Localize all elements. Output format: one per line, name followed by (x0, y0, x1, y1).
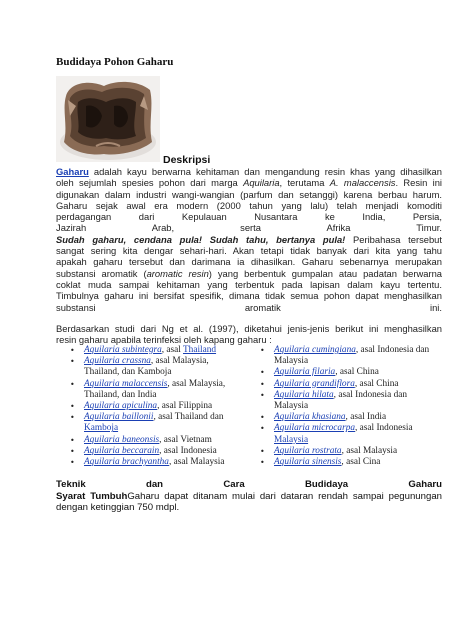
study-paragraph (56, 323, 442, 346)
species-link[interactable]: Aquilaria baillonii (84, 412, 154, 423)
syarat-tumbuh-heading: Syarat Tumbuh (56, 490, 128, 502)
p1-line-8: sangat sering kita dengar sehari-hari. Akan tetapi tidak banyak dari kita yang tahu (56, 245, 442, 257)
species-link[interactable]: Aquilaria beccarain (84, 445, 160, 456)
species-separator: , asal (159, 434, 181, 445)
teknik-heading: Teknik dan Cara Budidaya Gaharu (56, 479, 442, 490)
species-separator: , asal (168, 457, 191, 468)
species-item (260, 457, 435, 468)
p1-line-2: oleh sejumlah spesies pohon dari marga Aquilaria, terutama A. malaccensis. Resin ini (56, 177, 443, 189)
species-link[interactable]: Aquilaria malaccensis (84, 378, 168, 389)
species-origin: Filippina (178, 401, 213, 412)
species-separator: , asal (341, 457, 363, 468)
species-separator: , asal (345, 412, 367, 423)
p1-line-5: perdagangan dari Kepulauan Nusantara ke India, Persia, (56, 211, 442, 223)
species-separator: , asal (335, 367, 357, 378)
species-link[interactable]: Aquilaria microcarpa (274, 423, 355, 434)
species-origin: China (376, 378, 399, 389)
species-origin: Cina (362, 457, 381, 468)
species-item (260, 345, 435, 367)
species-item (70, 435, 245, 446)
species-item (70, 356, 245, 378)
species-item (70, 457, 245, 468)
species-origin: China (356, 367, 379, 378)
gaharu-photo (56, 76, 160, 162)
species-separator: , asal (153, 412, 175, 423)
deskripsi-heading: Deskripsi (163, 154, 211, 166)
species-separator: , asal (354, 378, 377, 389)
p1-line-13: substansi aromatik ini. (56, 301, 442, 313)
description-paragraph (56, 166, 442, 313)
species-separator: , asal (341, 445, 364, 456)
p1-line-6: Jazirah Arab, serta Afrika Timur. (56, 222, 442, 234)
teknik-section (56, 479, 442, 514)
species-list-right (260, 345, 435, 468)
species-separator: , asal (355, 345, 378, 355)
gaharu-link[interactable]: Gaharu (56, 166, 89, 177)
species-link[interactable]: Aquilaria khasiana (274, 412, 346, 423)
species-separator: , asal (157, 401, 179, 412)
species-separator: , asal (150, 356, 173, 367)
p2-line-2: resin gaharu apabila terinfeksi oleh kapang gaharu : (56, 334, 272, 346)
species-item (70, 446, 245, 457)
species-origin: Indonesia dan Malaysia (274, 345, 430, 367)
species-list-left (70, 345, 245, 468)
p2-line-1: Berdasarkan studi dari Ng et al. (1997), diketahui jenis-jenis berikut ini menghasilkan (56, 323, 442, 334)
species-item (70, 401, 245, 412)
origin-link[interactable]: Thailand (183, 345, 217, 355)
origin-link[interactable]: Kamboja (84, 423, 119, 434)
species-item (260, 412, 435, 423)
species-item (70, 379, 245, 401)
species-item (260, 379, 435, 390)
p1-line-10: substansi aromatik (aromatic resin) yang berbentuk gumpalan atau padatan berwarna (56, 267, 443, 279)
species-link[interactable]: Aquilaria grandiflora (274, 378, 355, 389)
p1-line-3: digunakan dalam industri wangi-wangian (parfum dan setanggi) karena berbau harum. (56, 188, 442, 200)
species-origin: Indonesia (376, 423, 413, 434)
species-item (260, 390, 435, 412)
species-link[interactable]: Aquilaria filaria (274, 367, 336, 378)
origin-link[interactable]: Malaysia (274, 434, 309, 445)
teknik-line-2: dengan ketinggian 750 mdpl. (56, 502, 180, 513)
species-link[interactable]: Aquilaria apiculina (84, 401, 158, 412)
species-separator: , asal (159, 445, 181, 456)
species-origin: Vietnam (180, 434, 212, 445)
p1-line-4: Gaharu sejak awal era modern (2000 tahun yang lalu) telah menjadi komoditi (56, 199, 442, 211)
p1-line-1: Gaharu adalah kayu berwarna kehitaman dan mengandung resin khas yang dihasilkan (56, 166, 442, 177)
p1-line-7: Sudah gaharu, cendana pula! Sudah tahu, bertanya pula! Peribahasa tersebut (56, 233, 443, 245)
species-item (70, 412, 245, 434)
species-link[interactable]: Aquilaria rostrata (274, 445, 342, 456)
species-origin: Malaysia, Thailand, dan India (84, 378, 226, 400)
species-separator: , asal (355, 423, 377, 434)
species-origin: India (366, 412, 387, 423)
species-item (70, 345, 245, 356)
species-origin: Malaysia (190, 457, 225, 468)
species-link[interactable]: Aquilaria cumingiana (274, 345, 356, 355)
species-origin: Thailand dan (174, 412, 224, 423)
species-origin: Malaysia (363, 445, 398, 456)
species-link[interactable]: Aquilaria sinensis (274, 457, 342, 468)
species-separator: , asal (333, 389, 356, 400)
species-link[interactable]: Aquilaria crassna (84, 356, 151, 367)
species-item (260, 446, 435, 457)
species-link[interactable]: Aquilaria brachyantha (84, 457, 169, 468)
species-origin: Indonesia dan Malaysia (274, 389, 408, 412)
species-item (260, 367, 435, 378)
species-separator: , asal (167, 378, 189, 389)
teknik-line-1: Syarat TumbuhGaharu dapat ditanam mulai dari dataran rendah sampai pegunungan (56, 490, 442, 502)
p1-line-9: apakah gaharu tersebut dan darimana ia dihasilkan. Gaharu sebenarnya merupakan (56, 256, 442, 268)
species-origin: Indonesia (180, 445, 217, 456)
document-title: Budidaya Pohon Gaharu (56, 56, 174, 68)
species-separator: , asal (161, 345, 183, 355)
p1-line-11: coklat muda sampai kehitaman yang terbentuk pada lapisan dalam kayu tertentu. (56, 278, 442, 290)
species-item (260, 423, 435, 445)
species-link[interactable]: Aquilaria baneonsis (84, 434, 160, 445)
p1-line-12: Timbulnya gaharu ini bersifat spesifik, dimana tidak semua pohon dapat menghasilkan (56, 290, 442, 302)
species-origin: Malaysia, Thailand, dan Kamboja (84, 356, 209, 378)
species-link[interactable]: Aquilaria hilata (274, 389, 334, 400)
species-link[interactable]: Aquilaria subintegra (84, 345, 162, 355)
